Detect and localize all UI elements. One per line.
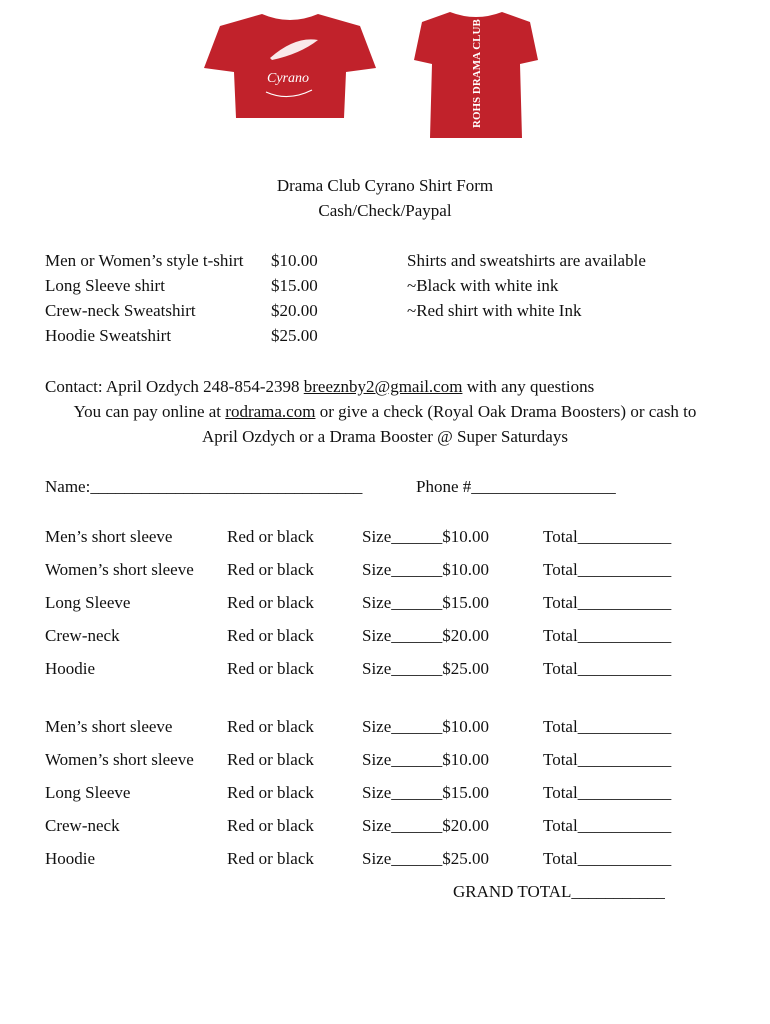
- phone-field[interactable]: Phone #_________________: [416, 477, 616, 496]
- order-total[interactable]: Total___________: [543, 816, 672, 835]
- order-total[interactable]: Total___________: [543, 626, 672, 645]
- order-total[interactable]: Total___________: [543, 750, 672, 769]
- cash-line: April Ozdych or a Drama Booster @ Super Saturdays: [202, 427, 568, 446]
- price-value: $20.00: [271, 301, 318, 320]
- price-item: Men or Women’s style t-shirt: [45, 251, 244, 270]
- order-color[interactable]: Red or black: [227, 560, 314, 579]
- email-link[interactable]: breeznby2@gmail.com: [303, 377, 463, 396]
- payment-methods: Cash/Check/Paypal: [318, 201, 452, 220]
- order-color[interactable]: Red or black: [227, 750, 314, 769]
- price-item: Hoodie Sweatshirt: [45, 326, 172, 345]
- order-total[interactable]: Total___________: [543, 560, 672, 579]
- order-item: Men’s short sleeve: [45, 717, 173, 736]
- website-link[interactable]: rodrama.com: [225, 402, 316, 421]
- front-shirt-image: [200, 10, 380, 120]
- contact-text: Contact: April Ozdych 248-854-2398: [45, 377, 304, 396]
- order-total[interactable]: Total___________: [543, 783, 672, 802]
- order-color[interactable]: Red or black: [227, 717, 314, 736]
- front-shirt-logo: Cyrano: [267, 71, 309, 86]
- back-shirt-image: [412, 10, 542, 140]
- order-color[interactable]: Red or black: [227, 849, 314, 868]
- order-total[interactable]: Total___________: [543, 593, 672, 612]
- availability-line: ~Black with white ink: [407, 276, 559, 295]
- order-item: Hoodie: [45, 849, 96, 868]
- order-size[interactable]: Size______$25.00: [362, 849, 490, 868]
- order-item: Long Sleeve: [45, 783, 131, 802]
- order-item: Hoodie: [45, 659, 96, 678]
- order-size[interactable]: Size______$10.00: [362, 527, 490, 546]
- order-item: Long Sleeve: [45, 593, 131, 612]
- price-item: Crew-neck Sweatshirt: [45, 301, 196, 320]
- availability-line: Shirts and sweatshirts are available: [407, 251, 646, 270]
- order-size[interactable]: Size______$25.00: [362, 659, 490, 678]
- payment-line: [0, 402, 770, 422]
- back-shirt-logo: ROHS DRAMA CLUB: [471, 19, 483, 128]
- order-size[interactable]: Size______$20.00: [362, 626, 490, 645]
- order-size[interactable]: Size______$15.00: [362, 783, 490, 802]
- order-size[interactable]: Size______$20.00: [362, 816, 490, 835]
- order-color[interactable]: Red or black: [227, 783, 314, 802]
- order-item: Women’s short sleeve: [45, 750, 194, 769]
- order-item: Crew-neck: [45, 626, 120, 645]
- form-title: Drama Club Cyrano Shirt Form: [276, 176, 494, 195]
- price-value: $25.00: [271, 326, 318, 345]
- order-size[interactable]: Size______$15.00: [362, 593, 490, 612]
- order-color[interactable]: Red or black: [227, 527, 314, 546]
- availability-line: ~Red shirt with white Ink: [407, 301, 582, 320]
- payment-suffix: or give a check (Royal Oak Drama Boosters) or cash to: [315, 402, 697, 421]
- price-value: $10.00: [271, 251, 318, 270]
- order-total[interactable]: Total___________: [543, 659, 672, 678]
- order-total[interactable]: Total___________: [543, 849, 672, 868]
- grand-total[interactable]: GRAND TOTAL___________: [453, 882, 665, 901]
- order-size[interactable]: Size______$10.00: [362, 750, 490, 769]
- name-field[interactable]: Name:________________________________: [45, 477, 363, 496]
- front-shirt-shape: [204, 14, 376, 118]
- order-total[interactable]: Total___________: [543, 527, 672, 546]
- price-value: $15.00: [271, 276, 318, 295]
- order-size[interactable]: Size______$10.00: [362, 717, 490, 736]
- order-total[interactable]: Total___________: [543, 717, 672, 736]
- order-item: Men’s short sleeve: [45, 527, 173, 546]
- price-item: Long Sleeve shirt: [45, 276, 165, 295]
- payment-text: You can pay online at: [73, 402, 226, 421]
- order-color[interactable]: Red or black: [227, 626, 314, 645]
- order-color[interactable]: Red or black: [227, 816, 314, 835]
- order-item: Women’s short sleeve: [45, 560, 194, 579]
- order-item: Crew-neck: [45, 816, 120, 835]
- order-color[interactable]: Red or black: [227, 659, 314, 678]
- order-color[interactable]: Red or black: [227, 593, 314, 612]
- order-size[interactable]: Size______$10.00: [362, 560, 490, 579]
- contact-suffix: with any questions: [462, 377, 595, 396]
- contact-line: [45, 377, 594, 397]
